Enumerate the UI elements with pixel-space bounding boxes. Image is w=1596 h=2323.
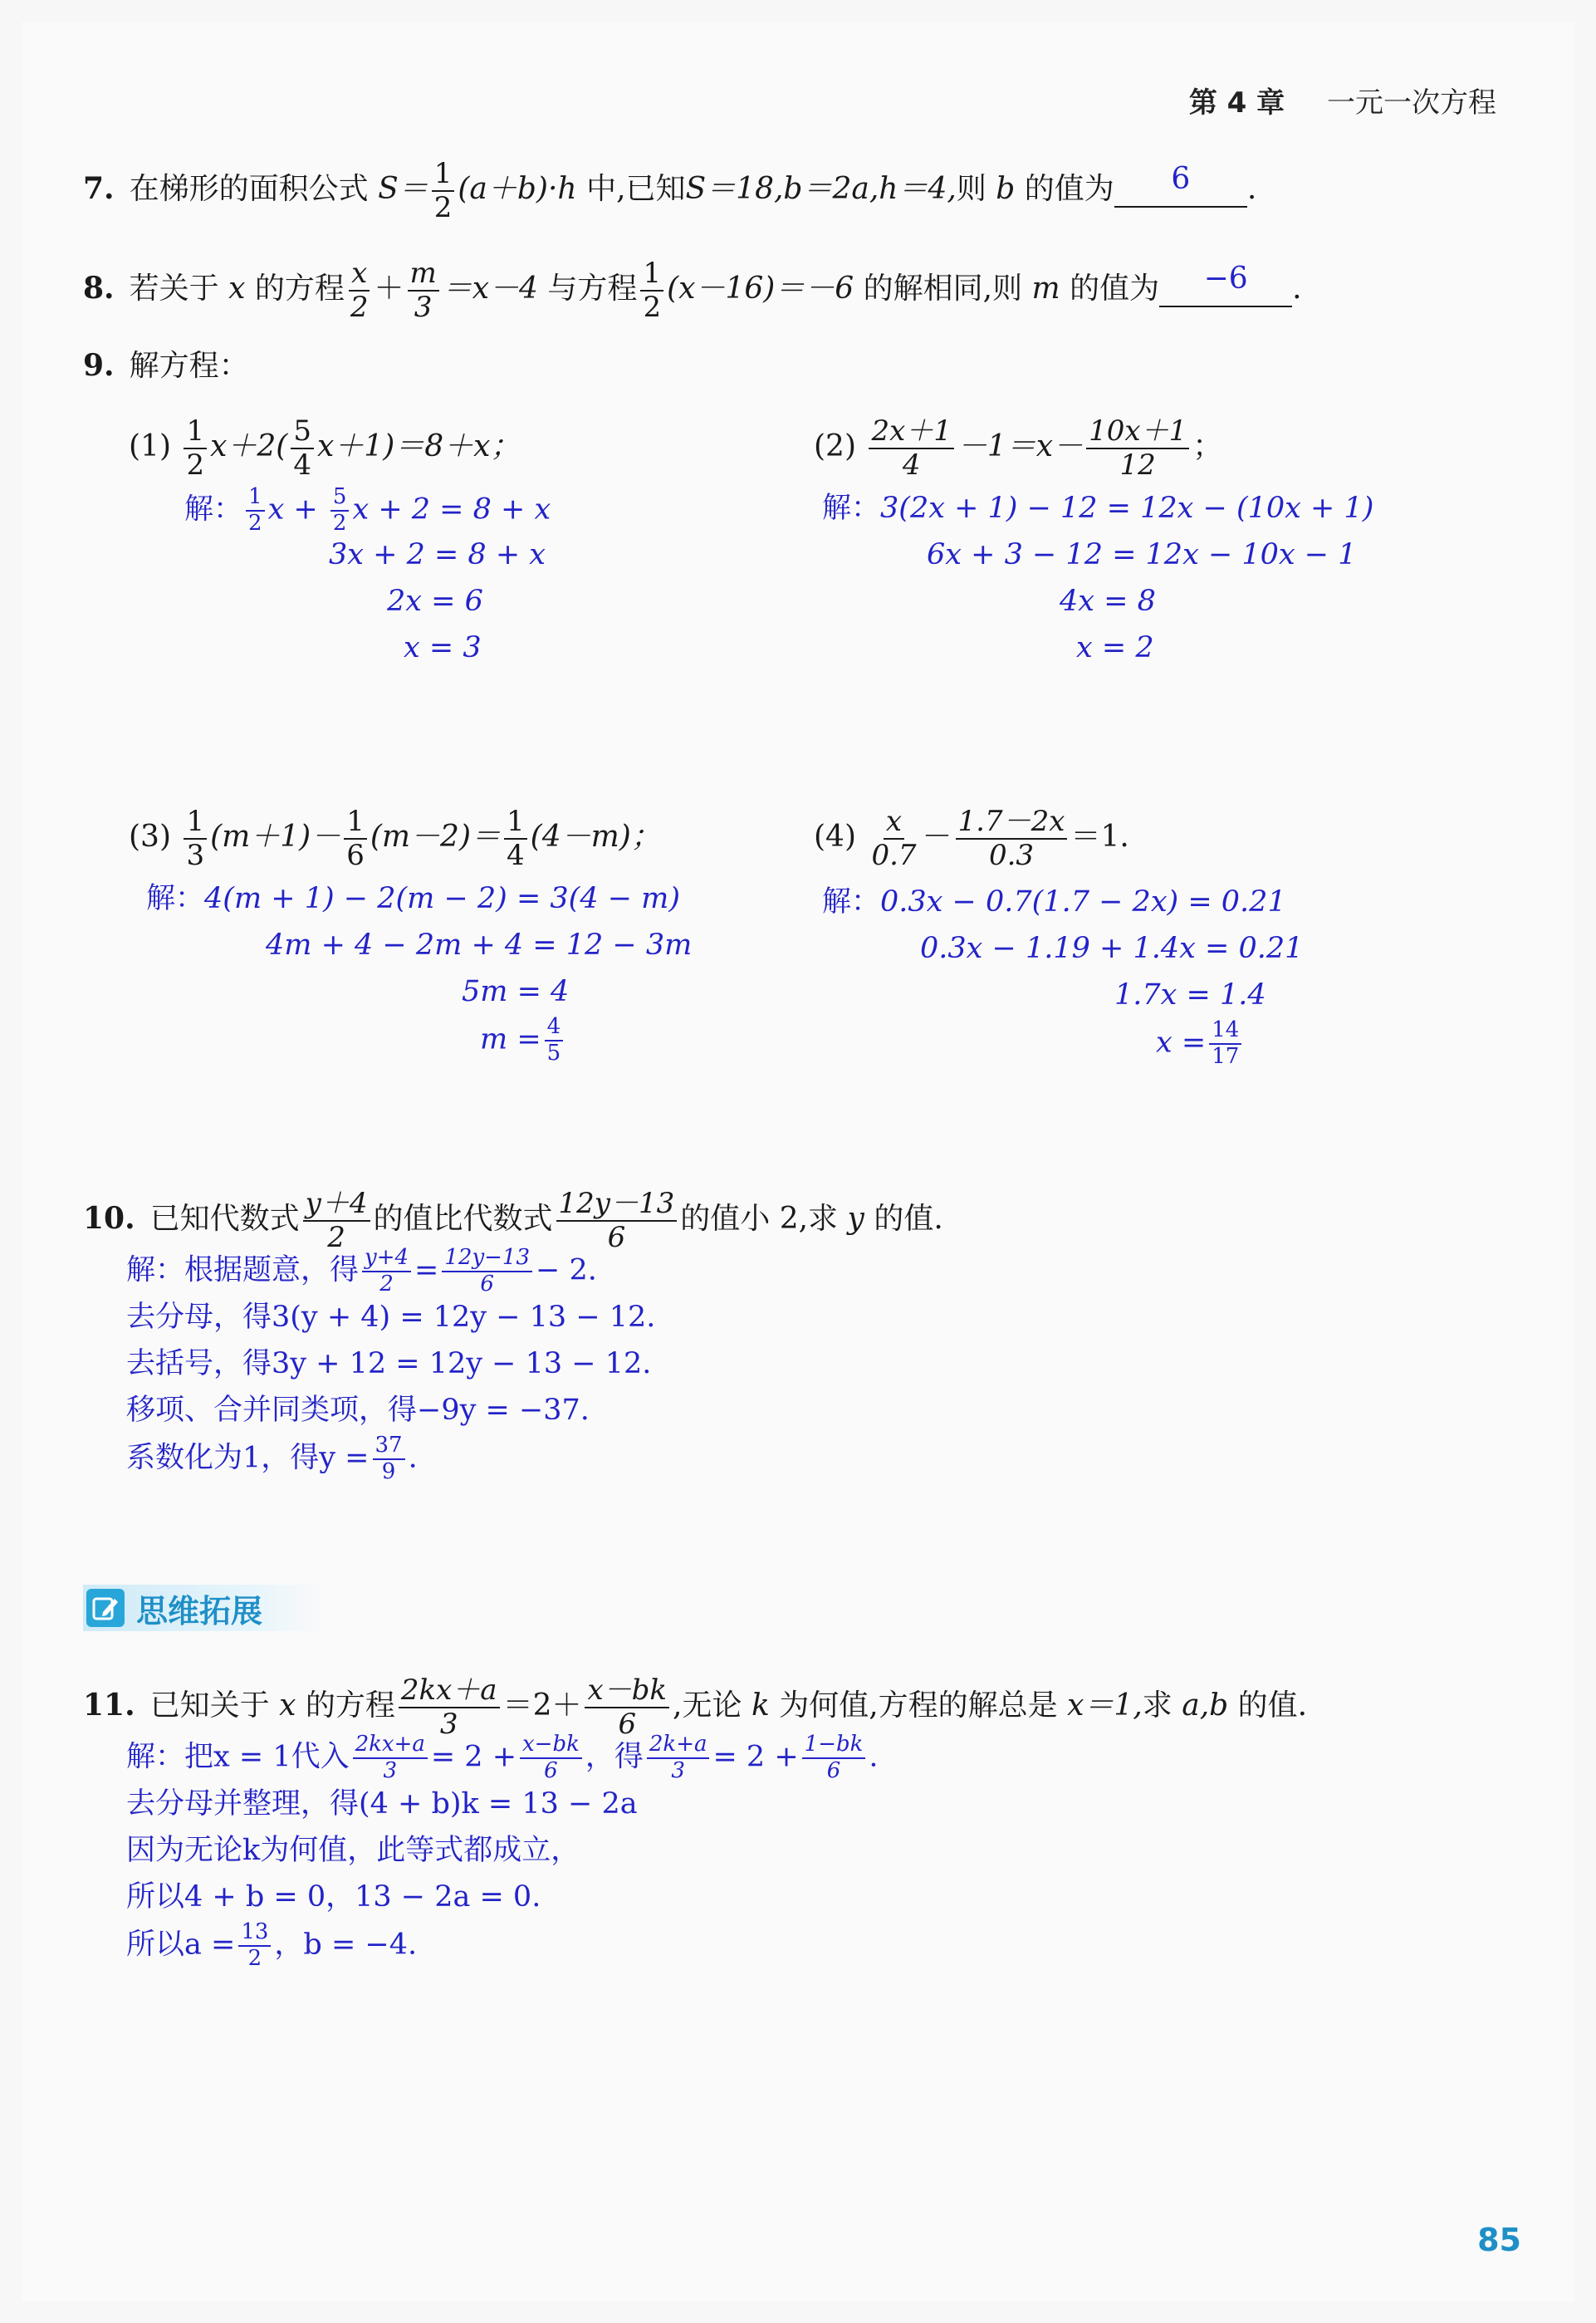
frac-den: 2	[327, 1221, 345, 1255]
q10-text-1: 已知代数式	[149, 1202, 300, 1237]
sub-label: (3)	[129, 820, 171, 855]
frac-den: 4	[902, 448, 921, 483]
expr: =	[414, 1253, 439, 1287]
q10-solution-line-4: 移项、合并同类项，得−9y = −37.	[126, 1394, 590, 1427]
q9-4-solution-line-4	[1156, 1018, 1245, 1070]
frac-num: 5	[330, 485, 350, 512]
frac-num: m	[408, 257, 439, 292]
q11-solution-line-1	[126, 1732, 879, 1784]
expr: x＋2(	[210, 429, 288, 464]
q8-var-x: x	[228, 272, 246, 306]
q9-1-solution-line-3: 2x = 6	[387, 585, 483, 618]
frac-num: 13	[238, 1920, 271, 1947]
frac-num: 2x＋1	[869, 415, 953, 449]
q10-solution-line-2: 去分母，得3(y + 4) = 12y − 13 − 12.	[126, 1301, 656, 1334]
expr: －1＝x－	[957, 429, 1084, 464]
fraction	[330, 485, 350, 537]
q11-text-5: 求	[1142, 1688, 1173, 1723]
frac-num: 1	[344, 806, 367, 840]
frac-den: 17	[1212, 1043, 1240, 1069]
frac-num: 5	[291, 415, 314, 449]
sub-label: (2)	[814, 429, 856, 464]
frac-num: 2k+a	[647, 1732, 710, 1759]
fraction	[291, 415, 314, 482]
q7-given: S＝18,b＝2a,h＝4,	[685, 172, 957, 207]
expr: x＋1)＝8＋x；	[317, 429, 521, 464]
q9-1-solution-line-4: x = 3	[404, 631, 482, 664]
expr: .	[408, 1441, 418, 1475]
q11-text-3: ,无论	[673, 1688, 742, 1723]
section-tag	[83, 1585, 324, 1631]
frac-num: 1	[184, 806, 207, 840]
expr: − 2.	[536, 1253, 597, 1287]
fraction-half	[432, 158, 455, 224]
q9-sub-4	[814, 806, 1129, 872]
frac-den: 6	[607, 1221, 626, 1255]
q11-var-k: k	[751, 1688, 770, 1723]
q8-plus: ＋	[374, 272, 404, 306]
expr: 3(2x + 1) − 12 = 12x − (10x + 1)	[880, 492, 1374, 525]
q10-solution-line-5	[126, 1433, 418, 1485]
q9-3-solution-line-2: 4m + 4 − 2m + 4 = 12 − 3m	[266, 929, 693, 962]
fraction	[184, 806, 207, 872]
frac-num: 12y−13	[442, 1246, 532, 1272]
q9-3-solution-line-1	[146, 875, 680, 922]
q8-text-5: 的值为	[1070, 272, 1160, 306]
expr: 系数化为1，得y =	[126, 1441, 370, 1475]
q8-text-3: 与方程	[547, 272, 638, 306]
q9-3-solution-line-3: 5m = 4	[462, 975, 570, 1008]
expr: 解：把x = 1代入	[126, 1740, 350, 1774]
q8-eq-rest: ＝x－4	[442, 272, 538, 306]
frac-num: 1	[184, 415, 207, 449]
q11-text-1: 已知关于	[149, 1688, 270, 1723]
fraction	[184, 415, 207, 482]
expr: = 2 +	[712, 1740, 799, 1774]
fraction	[408, 257, 439, 324]
question-8	[83, 257, 1302, 324]
fraction	[238, 1920, 271, 1972]
frac-den: 3	[439, 1708, 458, 1742]
fraction	[442, 1246, 532, 1297]
q9-4-solution-line-2: 0.3x − 1.19 + 1.4x = 0.21	[920, 932, 1304, 965]
section-title: 思维拓展	[136, 1592, 263, 1630]
frac-den: 12	[1119, 448, 1156, 483]
expr: ＝1.	[1070, 820, 1129, 855]
solution-label: 解：	[146, 882, 205, 915]
expr: 4(m + 1) − 2(m − 2) = 3(4 − m)	[204, 882, 681, 915]
fraction	[520, 1732, 582, 1784]
page-number: 85	[1477, 2222, 1521, 2258]
question-number: 10.	[83, 1201, 135, 1237]
q9-2-solution-line-1	[822, 485, 1373, 532]
frac-num: y+4	[362, 1246, 411, 1272]
q9-2-solution-line-3: 4x = 8	[1060, 585, 1156, 618]
frac-num: 14	[1209, 1018, 1241, 1045]
fraction	[353, 1732, 428, 1784]
frac-num: 1	[432, 158, 455, 192]
q11-text-2: 的方程	[305, 1688, 395, 1723]
fraction	[802, 1732, 866, 1784]
frac-den: 2	[379, 1271, 394, 1296]
frac-num: x	[884, 806, 904, 840]
frac-den: 5	[546, 1040, 561, 1066]
answer-value: −6	[1203, 262, 1248, 297]
frac-num: 1.7－2x	[956, 806, 1068, 840]
expr: ，得	[585, 1740, 644, 1774]
q7-text-4: 的值为	[1024, 172, 1114, 207]
frac-den: 6	[826, 1757, 841, 1783]
q10-solution-line-1	[126, 1246, 597, 1297]
expr: (m＋1)－	[210, 820, 341, 855]
fraction	[869, 806, 918, 872]
expr: m =	[480, 1022, 541, 1056]
frac-den: 2	[248, 510, 262, 536]
q11-var-x: x	[279, 1688, 296, 1723]
expr: (4－m)；	[530, 820, 661, 855]
expr: 解：根据题意，得	[126, 1253, 360, 1287]
q7-end: .	[1246, 172, 1257, 207]
frac-den: 0.3	[988, 839, 1035, 873]
fraction	[956, 806, 1068, 872]
q11-vars-ab: a,b	[1182, 1688, 1229, 1723]
q10-var-y: y	[847, 1202, 864, 1237]
question-7	[83, 158, 1256, 224]
q7-text-2: 中,已知	[586, 172, 686, 207]
frac-den: 9	[381, 1458, 396, 1484]
question-number: 7.	[83, 171, 115, 207]
answer-blank	[1114, 162, 1247, 208]
frac-num: 1	[504, 806, 527, 840]
pencil-note-icon	[86, 1589, 125, 1627]
frac-den: 0.7	[871, 839, 917, 873]
frac-num: 37	[373, 1433, 405, 1460]
q9-4-solution-line-3: 1.7x = 1.4	[1114, 978, 1266, 1012]
expr: = 2 +	[430, 1740, 517, 1774]
frac-den: 3	[671, 1757, 685, 1783]
frac-num: x－bk	[585, 1674, 669, 1708]
q11-solution-line-4: 所以4 + b = 0，13 − 2a = 0.	[126, 1880, 541, 1914]
answer-blank	[1159, 262, 1292, 307]
q7-var-b: b	[996, 172, 1016, 207]
frac-den: 3	[383, 1757, 397, 1783]
solution-label: 解：	[184, 493, 243, 527]
fraction	[373, 1433, 405, 1485]
fraction	[556, 1188, 678, 1254]
expr: －	[922, 820, 952, 855]
fraction	[1086, 415, 1189, 482]
chapter-title: 一元一次方程	[1327, 86, 1496, 120]
frac-num: 4	[545, 1015, 564, 1041]
fraction	[504, 806, 527, 872]
q8-end: .	[1292, 272, 1302, 306]
frac-num: 1	[246, 485, 265, 512]
q9-1-solution-line-2: 3x + 2 = 8 + x	[329, 538, 546, 571]
frac-den: 2	[350, 291, 369, 325]
q9-title: 解方程：	[129, 349, 249, 383]
frac-den: 2	[643, 291, 662, 325]
frac-num: 2kx＋a	[399, 1674, 500, 1708]
frac-num: x−bk	[520, 1732, 582, 1759]
q11-solution-line-2: 去分母并整理，得(4 + b)k = 13 − 2a	[126, 1787, 638, 1821]
fraction	[344, 806, 367, 872]
frac-den: 4	[507, 839, 525, 873]
q7-formula-s: S＝	[378, 172, 428, 207]
q11-solution-line-3: 因为无论k为何值，此等式都成立，	[126, 1834, 580, 1867]
fraction	[640, 257, 663, 324]
frac-den: 6	[346, 839, 365, 873]
chapter-number: 第 4 章	[1188, 86, 1285, 120]
frac-den: 2	[332, 510, 347, 536]
fraction	[246, 485, 265, 537]
frac-num: 1−bk	[802, 1732, 866, 1759]
sub-label: (1)	[129, 429, 171, 464]
q9-sub-1	[129, 415, 520, 482]
frac-den: 6	[618, 1708, 637, 1742]
question-number: 8.	[83, 271, 115, 306]
q11-solution-line-5	[126, 1920, 417, 1972]
fraction	[348, 257, 371, 324]
frac-den: 6	[544, 1757, 558, 1783]
q9-1-solution-line-1	[184, 485, 551, 537]
fraction	[647, 1732, 710, 1784]
frac-num: 12y－13	[556, 1188, 678, 1222]
frac-den: 4	[293, 448, 311, 483]
fraction	[362, 1246, 411, 1297]
frac-num: 10x＋1	[1086, 415, 1189, 449]
q9-3-solution-line-4	[480, 1015, 566, 1066]
fraction	[303, 1188, 370, 1254]
answer-value: 6	[1171, 162, 1191, 197]
q11-text-6: 的值.	[1237, 1688, 1308, 1723]
q9-sub-2	[814, 415, 1222, 482]
solution-label: 解：	[822, 885, 881, 919]
chapter-header	[1189, 80, 1496, 120]
question-9	[83, 341, 249, 391]
sub-label: (4)	[814, 820, 856, 855]
q8-var-m: m	[1031, 272, 1060, 306]
q8-text-1: 若关于	[129, 272, 219, 306]
frac-den: 2	[433, 191, 453, 225]
fraction	[545, 1015, 564, 1066]
q11-solution-x: x＝1,	[1067, 1688, 1143, 1723]
q10-text-4: 的值.	[874, 1202, 943, 1237]
question-number: 11.	[83, 1688, 135, 1723]
frac-num: x	[349, 257, 370, 292]
q10-text-2: 的值比代数式	[373, 1202, 553, 1237]
solution-label: 解：	[822, 492, 881, 525]
fraction	[1209, 1018, 1241, 1070]
q9-2-solution-line-4: x = 2	[1076, 631, 1154, 664]
expr: 0.3x − 0.7(1.7 − 2x) = 0.21	[880, 885, 1286, 919]
question-number: 9.	[83, 348, 115, 383]
q8-eq2-rest: (x－16)＝－6	[667, 272, 854, 306]
frac-num: y＋4	[303, 1188, 370, 1222]
q7-formula-rest: (a＋b)·h	[458, 172, 577, 207]
q8-text-2: 的方程	[254, 272, 345, 306]
expr: ；	[1192, 429, 1223, 464]
q9-2-solution-line-2: 6x + 3 − 12 = 12x − 10x − 1	[927, 538, 1357, 571]
q8-text-4: 的解相同,则	[863, 272, 1023, 306]
frac-den: 3	[186, 839, 205, 873]
frac-num: 2kx+a	[353, 1732, 428, 1759]
fraction	[869, 415, 953, 482]
expr: .	[869, 1740, 879, 1774]
expr: x +	[267, 493, 318, 527]
frac-den: 2	[186, 448, 205, 483]
q9-sub-3	[129, 806, 661, 872]
expr: 所以a =	[126, 1928, 236, 1962]
frac-den: 3	[414, 291, 433, 325]
frac-den: 6	[480, 1271, 494, 1296]
q7-text-1: 在梯形的面积公式	[129, 172, 369, 207]
frac-den: 2	[247, 1945, 262, 1971]
q11-eq: ＝2＋	[502, 1688, 582, 1723]
q7-text-3: 则	[956, 172, 986, 207]
q10-text-3: 的值小 2,求	[680, 1202, 839, 1237]
expr: x + 2 = 8 + x	[352, 493, 551, 527]
q9-4-solution-line-1	[822, 879, 1286, 925]
frac-num: 1	[640, 257, 663, 292]
expr: ，b = −4.	[274, 1928, 418, 1962]
expr: (m－2)＝	[370, 820, 502, 855]
q11-text-4: 为何值,方程的解总是	[779, 1688, 1058, 1723]
q10-solution-line-3: 去括号，得3y + 12 = 12y − 13 − 12.	[126, 1347, 652, 1380]
expr: x =	[1156, 1026, 1207, 1060]
